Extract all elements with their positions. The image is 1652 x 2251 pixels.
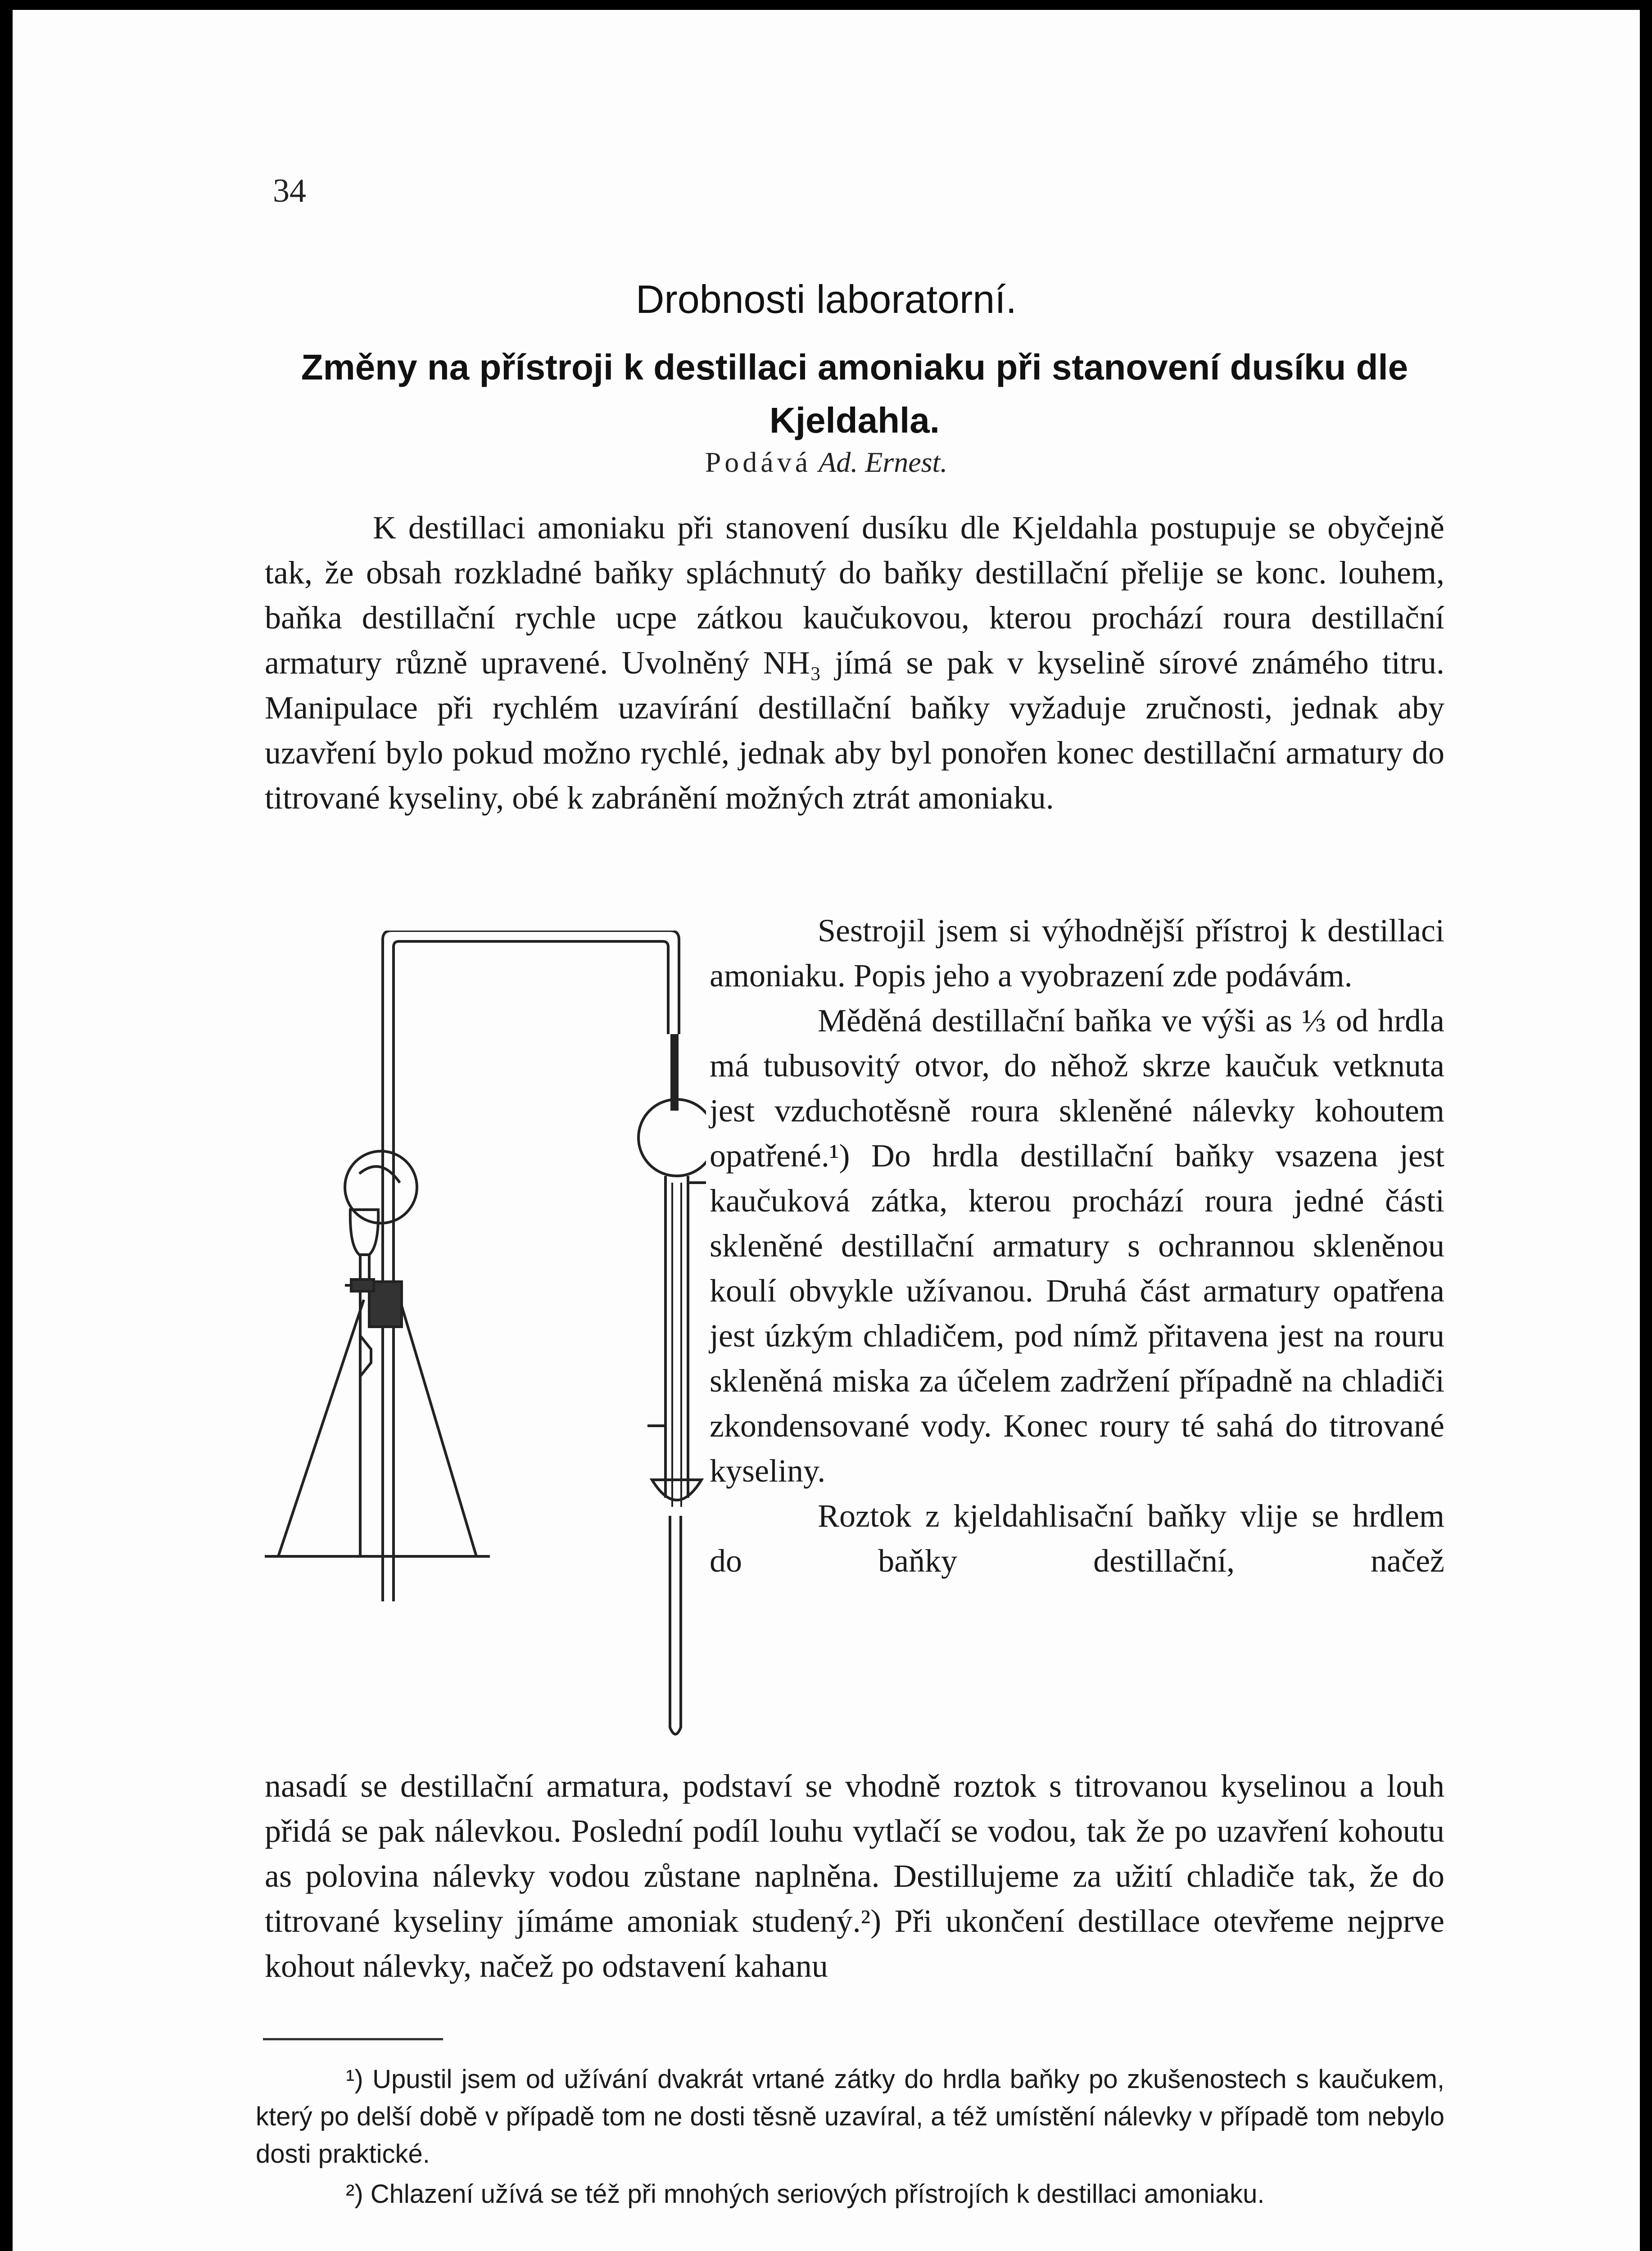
footnote-1: ¹) Upustil jsem od užívání dvakrát vrtané zátky do hrdla baňky po zkušenostech s kaučukem, který po delší době v případě tom ne dosti těsně uzavíral, a též umístění nálevky v případě tom nebylo dosti praktické. bbox=[256, 2065, 1444, 2169]
safety-bulb bbox=[345, 1151, 417, 1223]
article-title: Změny na přístroji k destillaci amoniaku při stanovení dusíku dle Kjeldahla. bbox=[301, 347, 1408, 440]
byline-prefix: Podává bbox=[705, 446, 812, 478]
dropping-funnel bbox=[350, 1210, 378, 1255]
paragraph-procedure-start: Roztok z kjeldahlisační baňky vlije se hrdlem do baňky destillační, načež bbox=[710, 1498, 1444, 1579]
distillation-flask bbox=[278, 1300, 476, 1556]
right-column bbox=[710, 908, 1444, 1583]
outlet-tube bbox=[670, 1516, 681, 1734]
page-number: 34 bbox=[273, 172, 306, 209]
armature-bridge-tube-inner bbox=[394, 941, 668, 1601]
funnel-stopcock bbox=[351, 1279, 374, 1291]
condenser-jacket bbox=[665, 1176, 688, 1498]
paragraph-intro: K destillaci amoniaku při stanovení dusíku dle Kjeldahla postupuje se obyčejně tak, že obsah rozkladné baňky spláchnutý do baňky destillační přelije se konc. louhem, baňka destillační rychle ucpe zátkou kaučukovou, kterou prochází roura destillační armatury různě upravené. Uvolněný NH₃ jímá se pak v kyselině sírové známého titru. Manipulace při rychlém uzavírání destillační baňky vyžaduje zručnosti, jednak aby uzavření bylo pokud možno rychlé, jednak aby byl ponořen konec destillační armatury do titrované kyseliny, obé k zabránění možných ztrát amoniaku. bbox=[265, 510, 1444, 816]
armature-bridge-tube bbox=[383, 931, 679, 1601]
footnote-rule bbox=[263, 2038, 443, 2040]
distillation-apparatus-icon bbox=[265, 931, 706, 1750]
section-title: Drobnosti laboratorní. bbox=[635, 277, 1017, 321]
byline-author: Ad. Ernest. bbox=[819, 446, 948, 478]
footnote-2: ²) Chlazení užívá se též při mnohých seriových přístrojích k destillaci amoniaku. bbox=[346, 2179, 1265, 2209]
page bbox=[13, 10, 1640, 2251]
paragraph-procedure-continued: nasadí se destillační armatura, podstaví se vhodně roztok s titrovanou kyselinou a louh přidá se pak nálevkou. Poslední podíl louhu vytlačí se vodou, tak že po uzavření kohoutu as polovina nálevky vodou zůstane naplněna. Destillujeme za užití chladiče tak, že do titrované kyseliny jímáme amoniak studený.²) Při ukončení destillace otevřeme nejprve kohout nálevky, načež po odstavení kahanu bbox=[265, 1768, 1444, 1984]
paragraph-apparatus-description: Měděná destillační baňka ve výši as ⅓ od hrdla má tubusovitý otvor, do něhož skrze kaučuk vetknuta jest vzduchotěsně roura skleněné nálevky kohoutem opatřené.¹) Do hrdla destillační baňky vsazena jest kaučuková zátka, kterou prochází roura jedné části skleněné destillační armatury s ochrannou skleněnou koulí obvykle užívanou. Druhá část armatury opatřena jest úzkým chladičem, pod nímž přitavena jest na rouru skleněná miska za účelem zadržení případně na chladiči zkondensované vody. Konec roury té sahá do titrované kyseliny. bbox=[710, 1003, 1444, 1489]
byline bbox=[13, 446, 1640, 479]
collecting-dish bbox=[652, 1480, 702, 1500]
footnotes bbox=[256, 2061, 1444, 2213]
paragraph-apparatus-intro: Sestrojil jsem si výhodnější přístroj k destillaci amoniaku. Popis jeho a vyobrazení zde podávám. bbox=[710, 913, 1444, 994]
condenser-bulb bbox=[638, 1099, 706, 1176]
